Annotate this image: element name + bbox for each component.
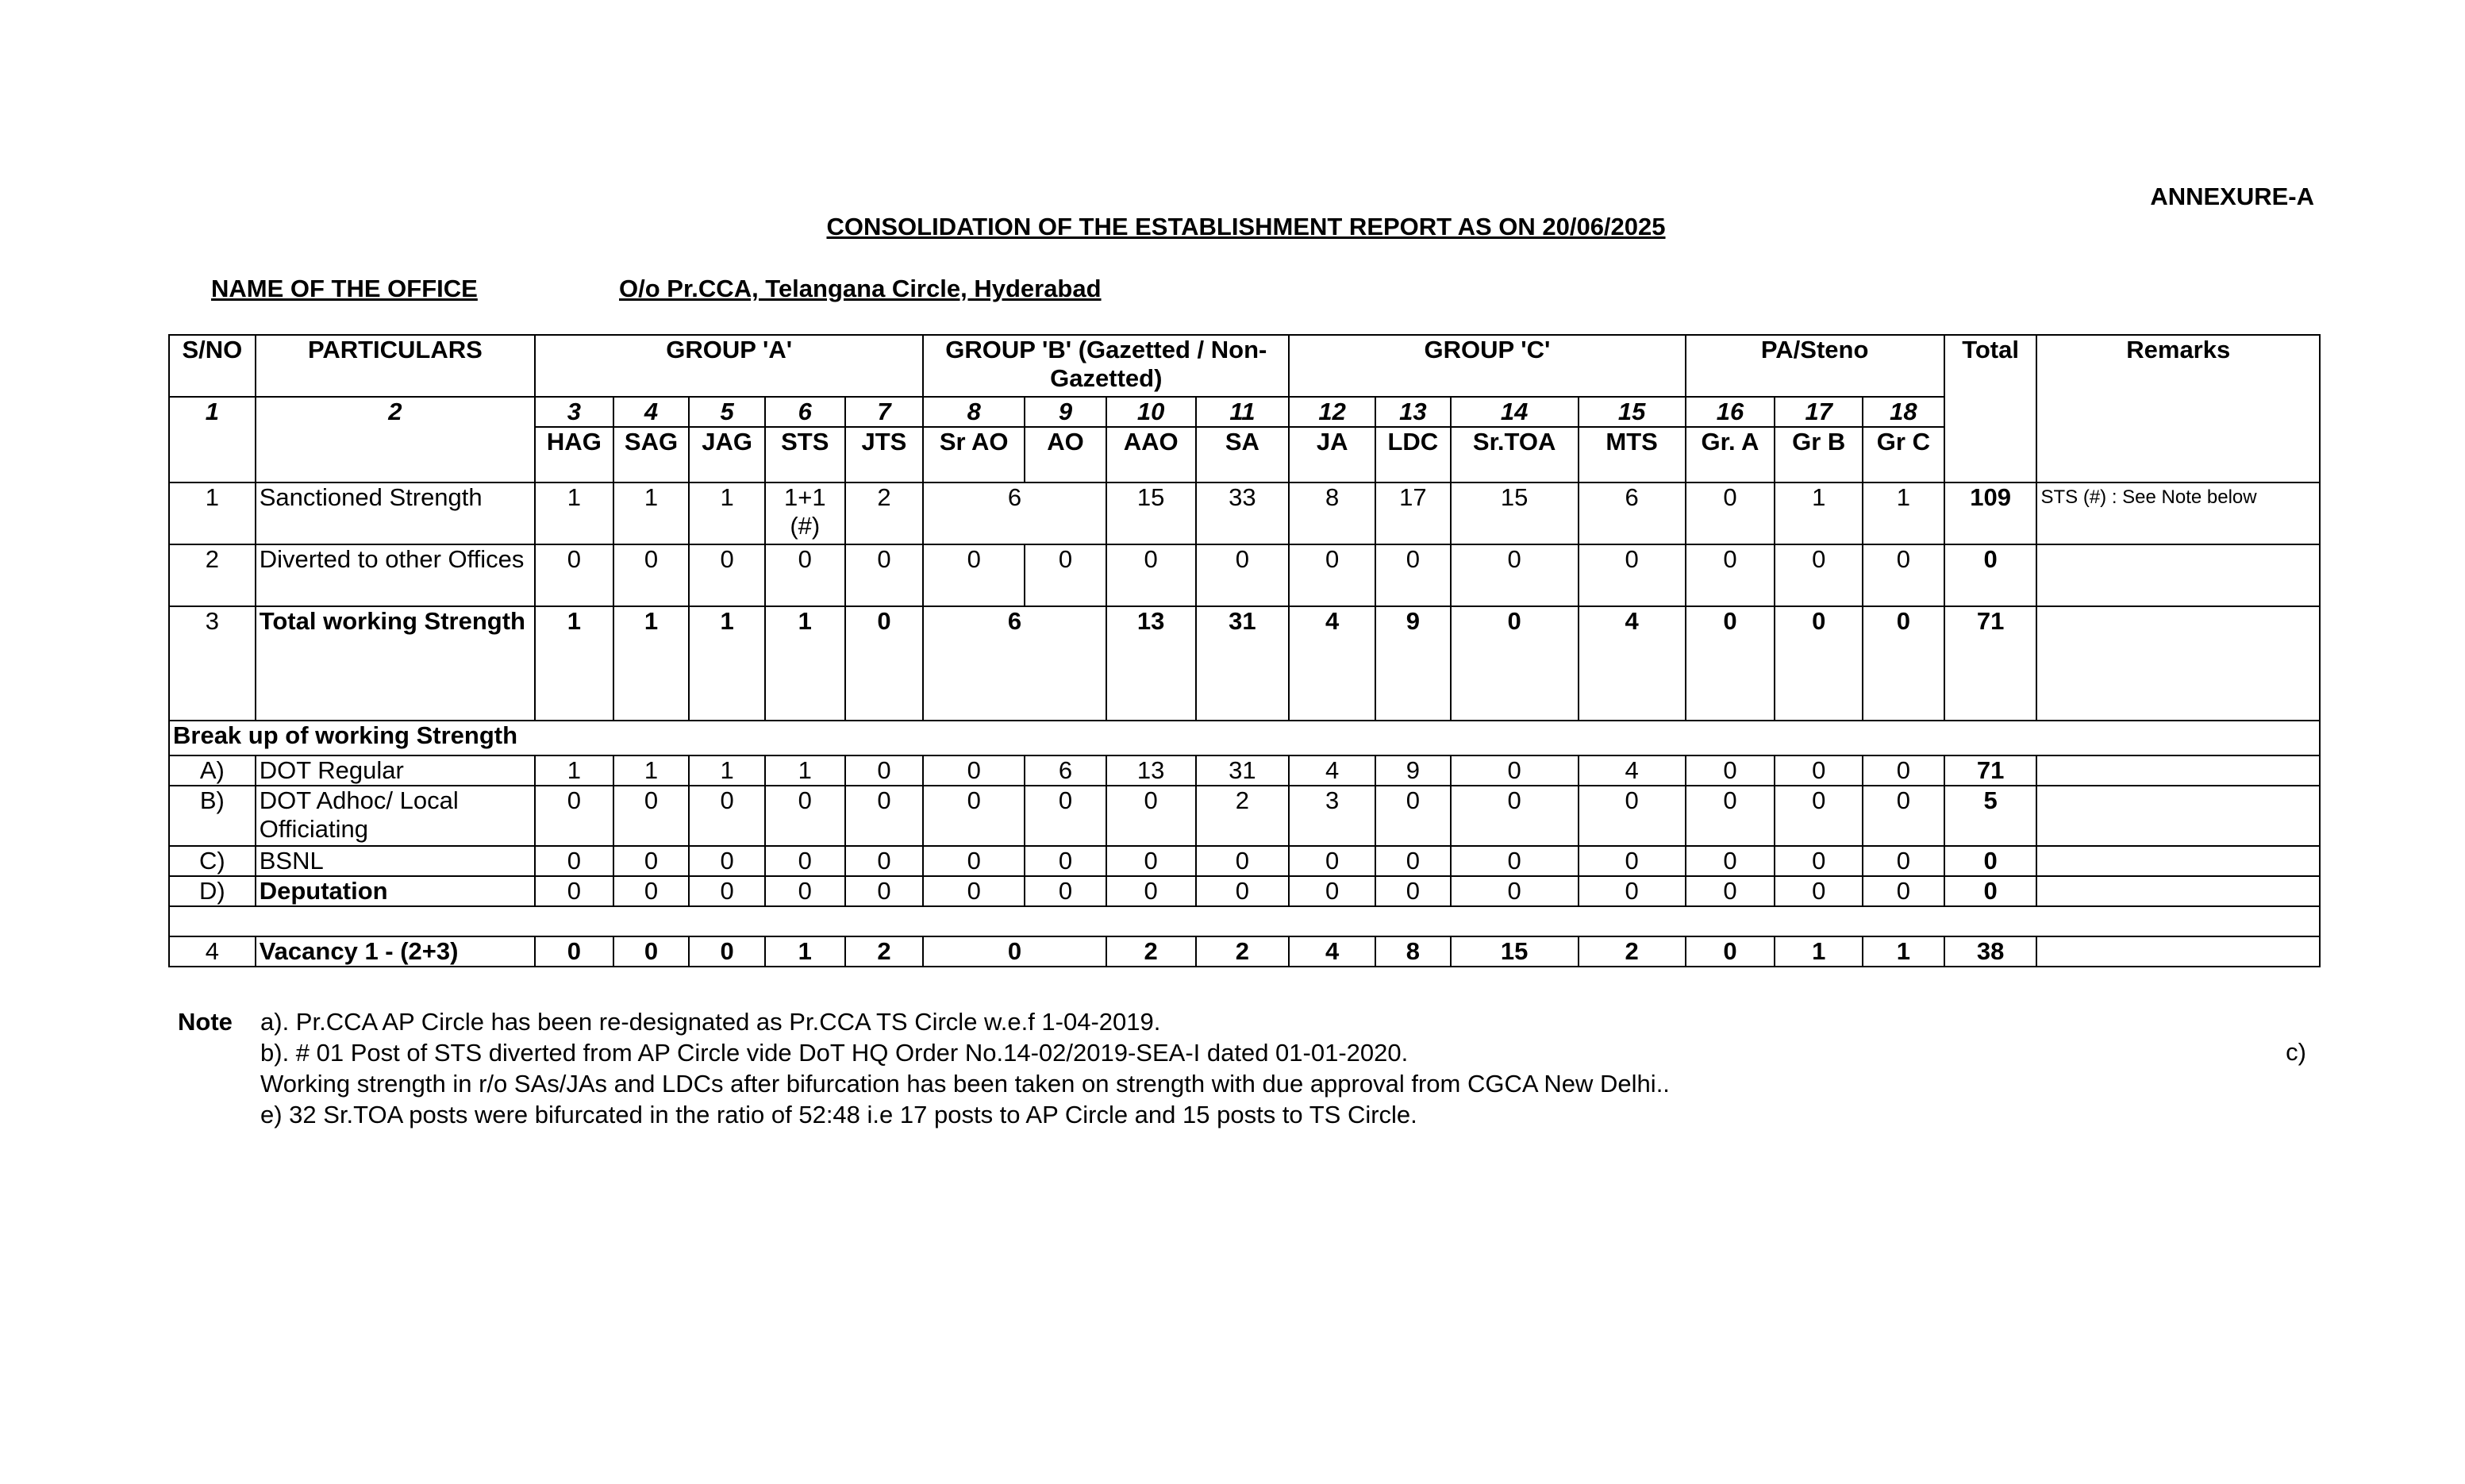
row-label: Diverted to other Offices: [256, 544, 535, 606]
col-number: 15: [1579, 397, 1686, 427]
cell-ja: 4: [1289, 606, 1375, 721]
cell-sa: 2: [1196, 936, 1290, 967]
note-label: Note: [178, 1008, 233, 1036]
cell-value: 0: [845, 846, 924, 876]
cell-value: 0: [1106, 544, 1196, 606]
particulars-header: PARTICULARS: [256, 335, 535, 397]
cell-remarks: [2036, 544, 2320, 606]
cell-value: 0: [535, 876, 613, 906]
col-code: Gr B: [1775, 427, 1863, 482]
report-title: CONSOLIDATION OF THE ESTABLISHMENT REPORT AS ON 20/06/2025: [826, 213, 1666, 240]
cell-total: 0: [1944, 876, 2037, 906]
col-number: 11: [1196, 397, 1290, 427]
cell-value: 0: [1451, 876, 1579, 906]
col-code: HAG: [535, 427, 613, 482]
cell-gr-c: 0: [1863, 606, 1944, 721]
cell-value: 0: [1106, 786, 1196, 846]
cell-value: 0: [923, 876, 1025, 906]
col-number: 17: [1775, 397, 1863, 427]
cell-value: 0: [1451, 544, 1579, 606]
col-code: JA: [1289, 427, 1375, 482]
cell-value: 0: [613, 846, 690, 876]
col-number: 13: [1375, 397, 1451, 427]
col-code: MTS: [1579, 427, 1686, 482]
cell-mts: 4: [1579, 606, 1686, 721]
row-sno: 1: [169, 482, 256, 544]
cell-value: 0: [1025, 786, 1106, 846]
cell-value: 1: [689, 755, 765, 786]
row-label: Deputation: [256, 876, 535, 906]
cell-gr-c: 1: [1863, 936, 1944, 967]
col-number: 7: [845, 397, 924, 427]
cell-sr-ao-ao: 6: [923, 482, 1106, 544]
cell-value: 0: [1025, 544, 1106, 606]
cell-value: 4: [1289, 755, 1375, 786]
cell-value: 0: [1375, 786, 1451, 846]
cell-value: 9: [1375, 755, 1451, 786]
cell-sts: 1: [765, 606, 845, 721]
office-name: O/o Pr.CCA, Telangana Circle, Hyderabad: [619, 275, 1102, 302]
col-code: SA: [1196, 427, 1290, 482]
cell-remarks: STS (#) : See Note below: [2036, 482, 2320, 544]
cell-mts: 6: [1579, 482, 1686, 544]
cell-value: 1: [765, 755, 845, 786]
cell-value: 0: [535, 544, 613, 606]
cell-hag: 1: [535, 482, 613, 544]
cell-gr-a: 0: [1686, 482, 1775, 544]
col-number: 6: [765, 397, 845, 427]
cell-value: 0: [613, 876, 690, 906]
cell-value: 0: [1863, 846, 1944, 876]
col-number: 18: [1863, 397, 1944, 427]
col-code: AO: [1025, 427, 1106, 482]
table-row-sanctioned: [169, 482, 2320, 544]
cell-value: 2: [1196, 786, 1290, 846]
cell-value: 0: [765, 846, 845, 876]
col-number: 10: [1106, 397, 1196, 427]
cell-value: 4: [1579, 755, 1686, 786]
cell-jag: 1: [689, 482, 765, 544]
cell-remarks: [2036, 786, 2320, 846]
pa-steno-header: PA/Steno: [1686, 335, 1944, 397]
cell-value: 0: [1775, 544, 1863, 606]
col-code: Gr. A: [1686, 427, 1775, 482]
cell-ldc: 17: [1375, 482, 1451, 544]
table-row-deputation: [169, 876, 2320, 906]
cell-value: 0: [1863, 544, 1944, 606]
office-label: NAME OF THE OFFICE: [211, 275, 478, 302]
cell-value: 0: [845, 786, 924, 846]
col-code: STS: [765, 427, 845, 482]
group-b-header: GROUP 'B' (Gazetted / Non-Gazetted): [923, 335, 1289, 397]
table-row-bsnl: [169, 846, 2320, 876]
cell-value: 0: [1451, 755, 1579, 786]
cell-jts: 2: [845, 936, 924, 967]
col-code: JTS: [845, 427, 924, 482]
cell-value: 0: [1686, 786, 1775, 846]
group-c-header: GROUP 'C': [1289, 335, 1685, 397]
cell-gr-c: 1: [1863, 482, 1944, 544]
cell-sr-ao-ao: 6: [923, 606, 1106, 721]
cell-total: 0: [1944, 846, 2037, 876]
cell-value: 0: [923, 544, 1025, 606]
cell-value: 0: [613, 544, 690, 606]
cell-aao: 15: [1106, 482, 1196, 544]
cell-mts: 2: [1579, 936, 1686, 967]
cell-value: 0: [1686, 876, 1775, 906]
cell-value: 0: [1289, 846, 1375, 876]
cell-jts: 2: [845, 482, 924, 544]
cell-value: 0: [1686, 846, 1775, 876]
col-number: 14: [1451, 397, 1579, 427]
cell-gr-b: 1: [1775, 936, 1863, 967]
row-label: Vacancy 1 - (2+3): [256, 936, 535, 967]
cell-value: 0: [1579, 786, 1686, 846]
cell-value: 6: [1025, 755, 1106, 786]
row-label: DOT Adhoc/ Local Officiating: [256, 786, 535, 846]
cell-gr-a: 0: [1686, 606, 1775, 721]
cell-value: 0: [1775, 755, 1863, 786]
cell-value: 0: [1775, 876, 1863, 906]
annexure-label: ANNEXURE-A: [2150, 183, 2314, 210]
total-header: Total: [1944, 335, 2037, 482]
cell-sag: 0: [613, 936, 690, 967]
row-sno: D): [169, 876, 256, 906]
cell-value: 0: [1196, 876, 1290, 906]
cell-gr-b: 1: [1775, 482, 1863, 544]
cell-gr-b: 0: [1775, 606, 1863, 721]
cell-hag: 0: [535, 936, 613, 967]
col-code: Sr AO: [923, 427, 1025, 482]
cell-remarks: [2036, 606, 2320, 721]
col-number: 16: [1686, 397, 1775, 427]
cell-value: 0: [689, 544, 765, 606]
col-code: JAG: [689, 427, 765, 482]
cell-value: 0: [845, 544, 924, 606]
cell-value: 0: [1775, 786, 1863, 846]
group-a-header: GROUP 'A': [535, 335, 923, 397]
cell-value: 0: [1686, 755, 1775, 786]
spacer-cell: [169, 906, 2320, 936]
cell-value: 0: [923, 755, 1025, 786]
cell-jag: 0: [689, 936, 765, 967]
row-sno: 4: [169, 936, 256, 967]
cell-value: 3: [1289, 786, 1375, 846]
cell-value: 0: [1289, 544, 1375, 606]
cell-value: 0: [1289, 876, 1375, 906]
col-number: 9: [1025, 397, 1106, 427]
breakup-title: Break up of working Strength: [169, 721, 2320, 755]
col-code: Gr C: [1863, 427, 1944, 482]
note-a: a). Pr.CCA AP Circle has been re-designated as Pr.CCA TS Circle w.e.f 1-04-2019.: [260, 1008, 1161, 1036]
table-row-vacancy: [169, 936, 2320, 967]
cell-sag: 1: [613, 482, 690, 544]
cell-sr-toa: 15: [1451, 936, 1579, 967]
cell-ldc: 9: [1375, 606, 1451, 721]
note-b: b). # 01 Post of STS diverted from AP Circle vide DoT HQ Order No.14-02/2019-SEA-I dated 01-01-2020.: [260, 1039, 1409, 1067]
cell-sr-toa: 0: [1451, 606, 1579, 721]
cell-value: 0: [1106, 876, 1196, 906]
cell-value: 0: [1579, 876, 1686, 906]
establishment-table: [168, 334, 2321, 967]
cell-value: 0: [613, 786, 690, 846]
cell-value: 0: [689, 846, 765, 876]
cell-value: 0: [765, 786, 845, 846]
cell-value: 0: [923, 786, 1025, 846]
cell-value: 0: [1196, 544, 1290, 606]
sno-header: S/NO: [169, 335, 256, 397]
header-row-groups: [169, 335, 2320, 397]
row-sno: C): [169, 846, 256, 876]
note-working: Working strength in r/o SAs/JAs and LDCs after bifurcation has been taken on strength with due approval from CGCA New Delhi..: [260, 1070, 1670, 1098]
col-code: AAO: [1106, 427, 1196, 482]
cell-value: 0: [845, 876, 924, 906]
cell-remarks: [2036, 755, 2320, 786]
row-label: Total working Strength: [256, 606, 535, 721]
sno-number: 1: [169, 397, 256, 482]
cell-value: 0: [1025, 876, 1106, 906]
cell-value: 0: [1451, 786, 1579, 846]
row-sno: A): [169, 755, 256, 786]
cell-ja: 8: [1289, 482, 1375, 544]
cell-value: 0: [845, 755, 924, 786]
cell-sts: 1: [765, 936, 845, 967]
col-number: 8: [923, 397, 1025, 427]
cell-value: 0: [1025, 846, 1106, 876]
row-label: Sanctioned Strength: [256, 482, 535, 544]
cell-value: 0: [689, 786, 765, 846]
cell-sa: 33: [1196, 482, 1290, 544]
cell-remarks: [2036, 846, 2320, 876]
cell-ldc: 8: [1375, 936, 1451, 967]
remarks-header: Remarks: [2036, 335, 2320, 482]
cell-total: 71: [1944, 606, 2037, 721]
row-sno: 3: [169, 606, 256, 721]
cell-total: 0: [1944, 544, 2037, 606]
cell-aao: 13: [1106, 606, 1196, 721]
particulars-number: 2: [256, 397, 535, 482]
cell-value: 0: [1375, 876, 1451, 906]
cell-value: 0: [1579, 846, 1686, 876]
col-number: 4: [613, 397, 690, 427]
cell-sr-ao-ao: 0: [923, 936, 1106, 967]
table-row-spacer: [169, 906, 2320, 936]
cell-value: 0: [765, 876, 845, 906]
table-row-breakup-title: [169, 721, 2320, 755]
cell-total: 109: [1944, 482, 2037, 544]
cell-remarks: [2036, 876, 2320, 906]
cell-value: 0: [1686, 544, 1775, 606]
cell-total: 71: [1944, 755, 2037, 786]
cell-remarks: [2036, 936, 2320, 967]
cell-value: 0: [535, 846, 613, 876]
cell-total: 5: [1944, 786, 2037, 846]
cell-value: 0: [1863, 876, 1944, 906]
note-e: e) 32 Sr.TOA posts were bifurcated in the ratio of 52:48 i.e 17 posts to AP Circle and 15 posts to TS Circle.: [260, 1101, 1417, 1128]
cell-value: 0: [689, 876, 765, 906]
row-label: DOT Regular: [256, 755, 535, 786]
col-number: 3: [535, 397, 613, 427]
col-code: SAG: [613, 427, 690, 482]
cell-value: 0: [1863, 786, 1944, 846]
cell-sts: 1+1 (#): [765, 482, 845, 544]
cell-ja: 4: [1289, 936, 1375, 967]
note-lines: [260, 1006, 1670, 1130]
table-row-dot-regular: [169, 755, 2320, 786]
col-number: 5: [689, 397, 765, 427]
cell-value: 0: [923, 846, 1025, 876]
cell-value: 0: [1451, 846, 1579, 876]
cell-sa: 31: [1196, 606, 1290, 721]
cell-sr-toa: 15: [1451, 482, 1579, 544]
cell-value: 0: [535, 786, 613, 846]
note-c: c): [2286, 1038, 2306, 1066]
cell-value: 13: [1106, 755, 1196, 786]
cell-value: 0: [1375, 544, 1451, 606]
cell-gr-a: 0: [1686, 936, 1775, 967]
row-sno: B): [169, 786, 256, 846]
col-code: Sr.TOA: [1451, 427, 1579, 482]
row-label: BSNL: [256, 846, 535, 876]
cell-value: 0: [1863, 755, 1944, 786]
cell-value: 1: [613, 755, 690, 786]
cell-value: 0: [1196, 846, 1290, 876]
cell-value: 0: [1579, 544, 1686, 606]
cell-value: 0: [1106, 846, 1196, 876]
table-row-working-strength: [169, 606, 2320, 721]
cell-total: 38: [1944, 936, 2037, 967]
cell-jag: 1: [689, 606, 765, 721]
cell-value: 31: [1196, 755, 1290, 786]
cell-jts: 0: [845, 606, 924, 721]
cell-value: 1: [535, 755, 613, 786]
col-code: LDC: [1375, 427, 1451, 482]
cell-value: 0: [1375, 846, 1451, 876]
table-row-dot-adhoc: [169, 786, 2320, 846]
cell-value: 0: [1775, 846, 1863, 876]
cell-hag: 1: [535, 606, 613, 721]
row-sno: 2: [169, 544, 256, 606]
cell-value: 0: [765, 544, 845, 606]
cell-sag: 1: [613, 606, 690, 721]
table-row-diverted: [169, 544, 2320, 606]
cell-aao: 2: [1106, 936, 1196, 967]
col-number: 12: [1289, 397, 1375, 427]
